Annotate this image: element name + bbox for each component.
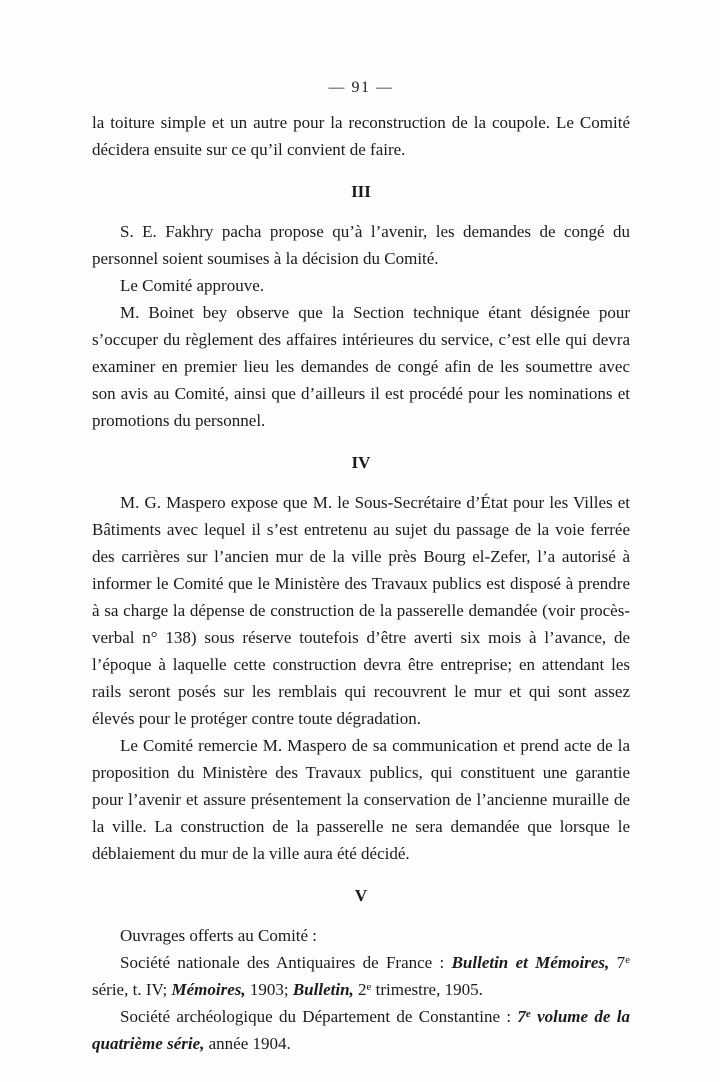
paragraph: M. G. Maspero expose que M. le Sous-Secrétaire d’État pour les Villes et Bâtiments avec lequel il s’est entretenu au sujet du passage de la voie ferrée des carrières sur l’ancien mur de la ville près Bourg el-Zefer, l’a autorisé à informer le Comité que le Ministère des Travaux publics est disposé à prendre à sa charge la dépense de construction de la passerelle demandée (voir procès-verbal n° 138) sous réserve toutefois d’être averti six mois à l’avance, de l’époque à laquelle cette construction devra être entreprise; en attendant les rails seront posés sur les remblais qui recouvrent le mur et qui sont assez élevés pour le protéger contre toute dégradation. [92,493,630,728]
paragraph [92,949,630,1003]
paragraph: M. Boinet bey observe que la Section technique étant désignée pour s’occuper du règlement des affaires intérieures du service, c’est elle qui devra examiner en premier lieu les demandes de congé afin de les soumettre avec son avis au Comité, ainsi que d’ailleurs il est procédé pour les nominations et promotions du personnel. [92,303,630,430]
book-title: volume de la quatrième série, [92,1007,630,1053]
superscript: e [525,1008,531,1020]
section-heading-iii: III [351,182,371,201]
book-title: 7 [517,1007,526,1026]
book-title: Bulletin et Mémoires, [451,953,610,972]
book-title: Bulletin, [292,980,354,999]
paragraph: S. E. Fakhry pacha propose qu’à l’avenir, les demandes de congé du personnel soient soumises à la décision du Comité. [92,222,630,268]
page-number: — 91 — [328,79,394,96]
text-segment: 7 [609,953,626,972]
superscript: e [366,981,372,993]
paragraph [92,1003,630,1057]
text-segment: trimestre, 1905. [371,980,483,999]
section-heading-iv: IV [351,453,371,472]
text-segment: 2 [353,980,367,999]
paragraph-continuation: la toiture simple et un autre pour la reconstruction de la coupole. Le Comité décidera ensuite sur ce qu’il convient de faire. [92,113,630,159]
book-title: Mémoires, [171,980,246,999]
paragraph: Le Comité approuve. [120,276,264,295]
text-segment: année 1904. [204,1034,291,1053]
section-heading-v: V [354,886,368,905]
text-segment: 1903; [245,980,293,999]
superscript: e [625,954,630,966]
text-segment: Société nationale des Antiquaires de France : [120,953,452,972]
text-segment: Société archéologique du Département de Constantine : [120,1007,518,1026]
paragraph: Ouvrages offerts au Comité : [120,926,318,945]
text-segment: série, t. IV; [92,980,172,999]
paragraph: Le Comité remercie M. Maspero de sa communication et prend acte de la proposition du Ministère des Travaux publics, qui constituent une garantie pour l’avenir et assure présentement la conservation de l’ancienne muraille de la ville. La construction de la passerelle ne sera demandée que lorsque le déblaiement du mur de la ville aura été décidé. [92,736,630,863]
